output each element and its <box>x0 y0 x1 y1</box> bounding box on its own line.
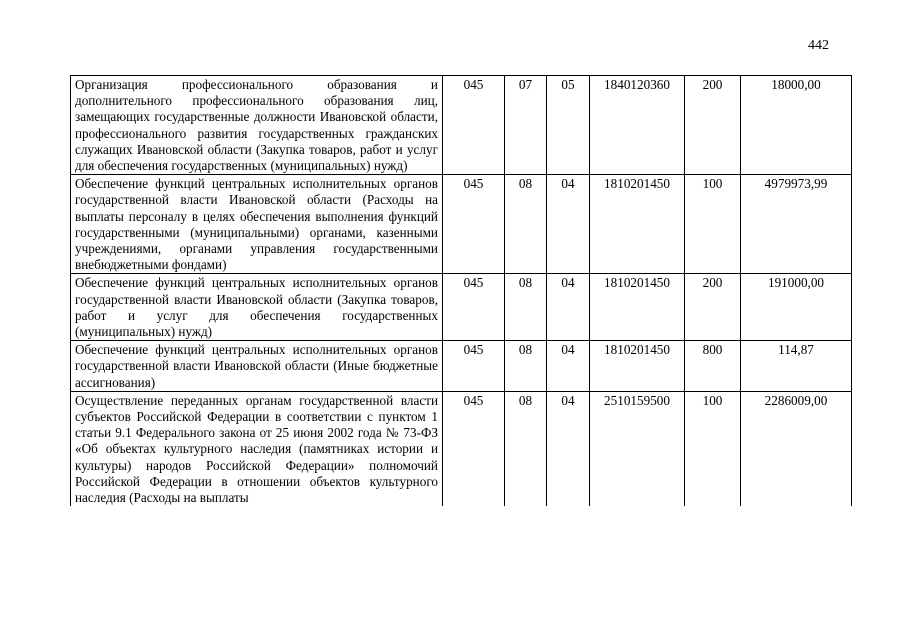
ministry-code: 045 <box>443 274 505 341</box>
section-code: 08 <box>505 175 547 274</box>
amount-value: 191000,00 <box>741 274 852 341</box>
table-row <box>71 341 852 392</box>
table-row <box>71 76 852 175</box>
row-description: Организация профессионального образования и дополнительного профессионального образования лиц, замещающих государственные должности Ивановской области, профессионального развития государственных гражданских служащих Ивановской области (Закупка товаров, работ и услуг для обеспечения государственных (муниципальных) нужд) <box>71 76 443 175</box>
row-description: Осуществление переданных органам государственной власти субъектов Российской Федерации в соответствии с пунктом 1 статьи 9.1 Федерального закона от 25 июня 2002 года № 73-ФЗ «Об объектах культурного наследия (памятниках истории и культуры) народов Российской Федерации» полномочий Российской Федерации в отношении объектов культурного наследия (Расходы на выплаты <box>71 391 443 506</box>
target-code: 1810201450 <box>590 341 685 392</box>
subsection-code: 04 <box>547 274 590 341</box>
expense-type-code: 800 <box>685 341 741 392</box>
section-code: 07 <box>505 76 547 175</box>
amount-value: 2286009,00 <box>741 391 852 506</box>
budget-table <box>70 75 852 506</box>
table-row <box>71 274 852 341</box>
section-code: 08 <box>505 391 547 506</box>
target-code: 2510159500 <box>590 391 685 506</box>
row-description: Обеспечение функций центральных исполнительных органов государственной власти Ивановской области (Закупка товаров, работ и услуг для обеспечения государственных (муниципальных) нужд) <box>71 274 443 341</box>
row-description: Обеспечение функций центральных исполнительных органов государственной власти Ивановской области (Расходы на выплаты персоналу в целях обеспечения выполнения функций государственными (муниципальными) органами, казенными учреждениями, органами управления государственными внебюджетными фондами) <box>71 175 443 274</box>
expense-type-code: 100 <box>685 175 741 274</box>
expense-type-code: 100 <box>685 391 741 506</box>
subsection-code: 04 <box>547 175 590 274</box>
target-code: 1810201450 <box>590 274 685 341</box>
amount-value: 18000,00 <box>741 76 852 175</box>
amount-value: 114,87 <box>741 341 852 392</box>
ministry-code: 045 <box>443 341 505 392</box>
subsection-code: 04 <box>547 391 590 506</box>
target-code: 1840120360 <box>590 76 685 175</box>
amount-value: 4979973,99 <box>741 175 852 274</box>
section-code: 08 <box>505 341 547 392</box>
row-description: Обеспечение функций центральных исполнительных органов государственной власти Ивановской области (Иные бюджетные ассигнования) <box>71 341 443 392</box>
expense-type-code: 200 <box>685 274 741 341</box>
table-row <box>71 391 852 506</box>
ministry-code: 045 <box>443 175 505 274</box>
ministry-code: 045 <box>443 391 505 506</box>
expense-type-code: 200 <box>685 76 741 175</box>
page-number: 442 <box>808 38 829 53</box>
subsection-code: 05 <box>547 76 590 175</box>
target-code: 1810201450 <box>590 175 685 274</box>
table-row <box>71 175 852 274</box>
section-code: 08 <box>505 274 547 341</box>
subsection-code: 04 <box>547 341 590 392</box>
ministry-code: 045 <box>443 76 505 175</box>
